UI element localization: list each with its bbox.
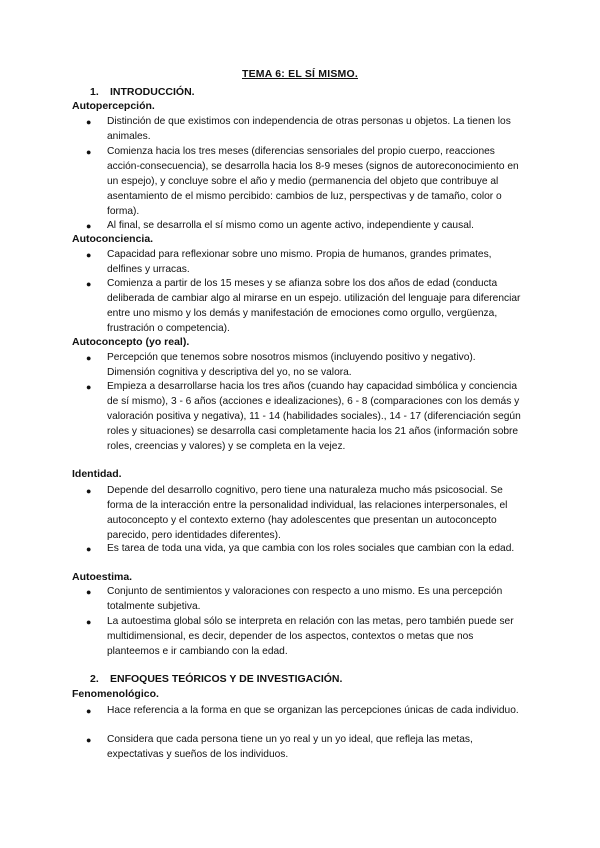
bullet-icon: ● [86,617,92,627]
list-item [86,351,526,381]
bullet-icon: ● [86,353,92,363]
list-item [86,704,526,719]
heading-fenomenologico: Fenomenológico. [72,688,159,700]
list-item-text: La autoestima global sólo se interpreta en relación con las metas, pero también puede ser multidimensional, es decir, depender de los aspectos, contextos o metas que nos planteemos e ir cambiando con la edad. [107,616,514,657]
bullet-icon: ● [86,279,92,289]
section-label: INTRODUCCIÓN. [110,86,195,98]
list-item [86,484,526,544]
section-number: 1. [90,86,99,98]
section-label: ENFOQUES TEÓRICOS Y DE INVESTIGACIÓN. [110,673,343,685]
list-item [86,219,526,234]
list-item-text: Es tarea de toda una vida, ya que cambia con los roles sociales que cambian con la edad. [107,543,515,554]
section-number: 2. [90,673,99,685]
section-enfoques [90,673,342,685]
bullet-icon: ● [86,587,92,597]
list-item-text: Empieza a desarrollarse hacia los tres años (cuando hay capacidad simbólica y conciencia de sí mismo), 3 - 6 años (acciones e idealizaciones), 6 - 8 (comparaciones con los demás y valoración positiva y negativa), 11 - 14 (habilidades sociales)., 14 - 17 (diferenciación según roles y situaciones) se desarrolla casi completamente hacia los 21 años (información sobre roles, creencias y valores) y se completa en la vejez. [107,381,521,452]
list-item-text: Al final, se desarrolla el sí mismo como un agente activo, independiente y causal. [107,220,474,231]
document-title: TEMA 6: EL SÍ MISMO. [241,68,358,80]
bullet-icon: ● [86,382,92,392]
bullet-icon: ● [86,486,92,496]
list-item-text: Comienza a partir de los 15 meses y se afianza sobre los dos años de edad (conducta deliberada de cambiar algo al mirarse en un espejo. utilización del lenguaje para diferenciar entre uno mismo y los demás y manifestación de emociones como orgullo, vergüenza, frustración o competencia). [107,278,521,334]
list-item [86,248,526,278]
list-item-text: Capacidad para reflexionar sobre uno mismo. Propia de humanos, grandes primates, delfines y urracas. [107,249,492,275]
list-item-text: Comienza hacia los tres meses (diferencias sensoriales del propio cuerpo, reacciones acción-consecuencia), se desarrolla hacia los 8-9 meses (signos de autoreconocimiento en un espejo), y concluye sobre el año y medio (permanencia del objeto que contribuye al asentamiento de el mismo percibido: cambios de luz, perspectivas y de tamaño, color o forma). [107,146,519,217]
heading-autoconciencia: Autoconciencia. [72,233,154,245]
heading-identidad: Identidad. [72,468,122,480]
list-item [86,380,526,455]
bullet-icon: ● [86,147,92,157]
list-item-text: Depende del desarrollo cognitivo, pero tiene una naturaleza mucho más psicosocial. Se forma de la interacción entre la personalidad individual, las relaciones interpersonales, el autoconcepto y el contexto externo (hay adolescentes que presentan un autoconcepto parecido, pero identidades diferentes). [107,485,508,541]
list-item [86,542,526,557]
bullet-icon: ● [86,735,92,745]
list-item-text: Conjunto de sentimientos y valoraciones con respecto a uno mismo. Es una percepción totalmente subjetiva. [107,586,503,612]
bullet-icon: ● [86,221,92,231]
bullet-icon: ● [86,250,92,260]
list-item [86,615,526,660]
heading-autopercepcion: Autopercepción. [72,100,155,112]
list-item-text: Considera que cada persona tiene un yo real y un yo ideal, que refleja las metas, expectativas y sueños de los individuos. [107,734,473,760]
section-introduccion [90,86,195,98]
bullet-icon: ● [86,544,92,554]
bullet-icon: ● [86,706,92,716]
list-item-text: Hace referencia a la forma en que se organizan las percepciones únicas de cada individuo. [107,705,519,716]
list-item [86,585,526,615]
heading-autoconcepto: Autoconcepto (yo real). [72,336,190,348]
list-item [86,145,526,220]
bullet-icon: ● [86,117,92,127]
heading-autoestima: Autoestima. [72,571,133,583]
list-item-text: Percepción que tenemos sobre nosotros mismos (incluyendo positivo y negativo). Dimensión cognitiva y descriptiva del yo, no se valora. [107,352,476,378]
list-item [86,277,526,337]
list-item [86,115,526,145]
list-item-text: Distinción de que existimos con independencia de otras personas u objetos. La tienen los animales. [107,116,511,142]
list-item [86,733,526,763]
